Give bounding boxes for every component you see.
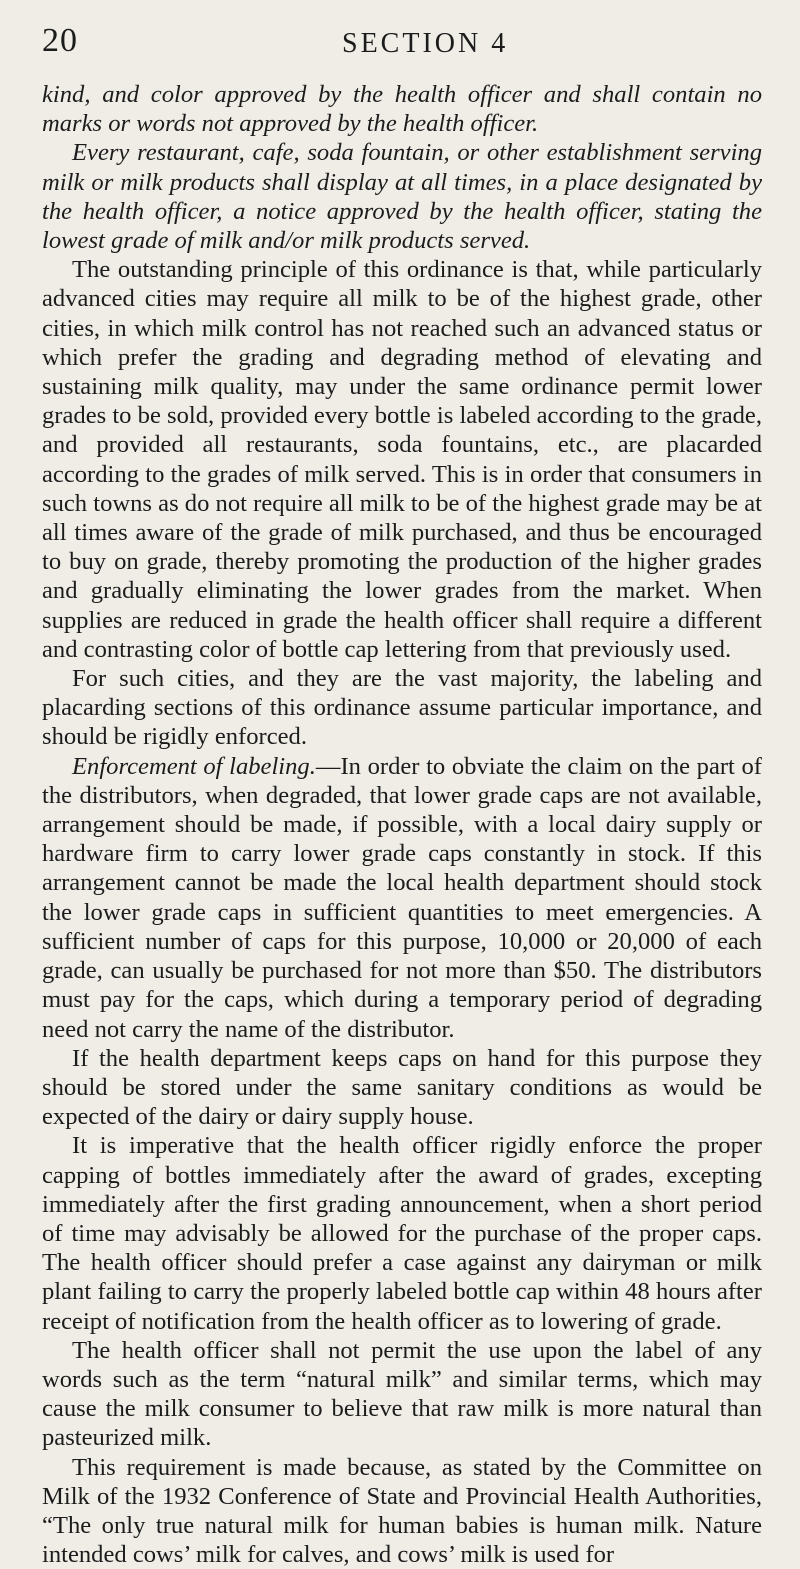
paragraph-proper-capping: It is imperative that the health officer rigidly enforce the proper capping of bottles immediately after the award of grades, excepting immediately after the first grading announcement, when a short period of time may advisably be allowed for the purchase of the proper caps. The health officer should prefer a case against any dairyman or milk plant failing to carry the properly labeled bottle cap within 48 hours after receipt of notification from the health officer as to lowering of grade. — [42, 1132, 762, 1335]
paragraph-restaurant-notice: Every restaurant, cafe, soda fountain, or other establishment serving milk or milk products shall display at all times, in a place designated by the health officer, a notice approved by the health officer, stating the lowest grade of milk and/or milk products served. — [42, 139, 762, 255]
paragraph-natural-milk: The health officer shall not permit the use upon the label of any words such as the term “natural milk” and similar terms, which may cause the milk consumer to believe that raw milk is more natural than pasteurized milk. — [42, 1336, 762, 1452]
paragraph-labeling-importance: For such cities, and they are the vast majority, the labeling and placarding sections of this ordinance assume particular importance, and should be rigidly enforced. — [42, 665, 762, 751]
running-head — [42, 22, 762, 66]
enforcement-body: —In order to obviate the claim on the part of the distributors, when degraded, that lower grade caps are not available, arrangement should be made, if possible, with a local dairy supply or hardware firm to carry lower grade caps constantly in stock. If this arrangement cannot be made the local health department should stock the lower grade caps in sufficient quantities to meet emergencies. A sufficient number of caps for this purpose, 10,000 or 20,000 of each grade, can usually be purchased for not more than $50. The distributors must pay for the caps, which during a temporary period of degrading need not carry the name of the distributor. — [42, 752, 762, 1043]
paragraph-continued: kind, and color approved by the health officer and shall contain no marks or words not approved by the health officer. — [42, 81, 762, 138]
body-text — [42, 80, 762, 1569]
paragraph-committee-quote: This requirement is made because, as stated by the Committee on Milk of the 1932 Conference of State and Provincial Health Authorities, “The only true natural milk for human babies is human milk. Nature intended cows’ milk for calves, and cows’ milk is used for — [42, 1453, 762, 1569]
page-number: 20 — [42, 22, 78, 59]
section-title: SECTION 4 — [342, 28, 509, 59]
enforcement-heading: Enforcement of labeling. — [72, 752, 316, 780]
paragraph-enforcement-of-labeling — [42, 752, 762, 1044]
paragraph-cap-storage: If the health department keeps caps on hand for this purpose they should be stored under the same sanitary conditions as would be expected of the dairy or dairy supply house. — [42, 1044, 762, 1131]
paragraph-outstanding-principle: The outstanding principle of this ordinance is that, while particularly advanced cities may require all milk to be of the highest grade, other cities, in which milk control has not reached such an advanced status or which prefer the grading and degrading method of elevating and sustaining milk quality, may under the same ordinance permit lower grades to be sold, provided every bottle is labeled according to the grade, and provided all restaurants, soda fountains, etc., are placarded according to the grades of milk served. This is in order that consumers in such towns as do not require all milk to be of the highest grade may be at all times aware of the grade of milk purchased, and thus be encouraged to buy on grade, thereby promoting the production of the higher grades and gradually eliminating the lower grades from the market. When supplies are reduced in grade the health officer shall require a different and contrasting color of bottle cap lettering from that previously used. — [42, 256, 762, 663]
